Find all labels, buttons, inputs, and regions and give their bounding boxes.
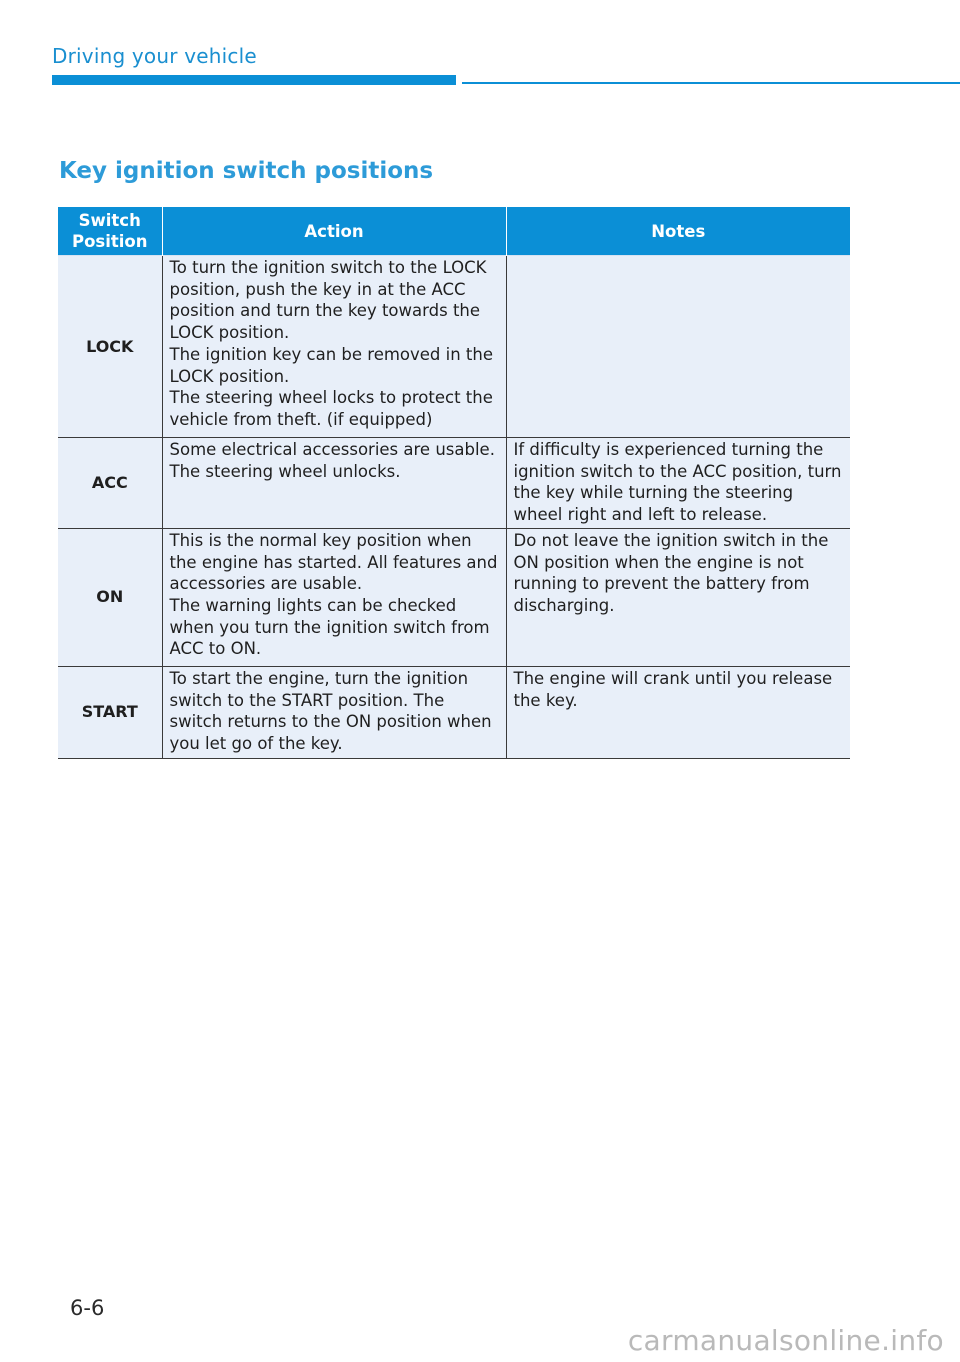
action-cell bbox=[162, 438, 506, 529]
notes-cell: The engine will crank until you release the key. bbox=[506, 666, 850, 758]
column-header-action: Action bbox=[162, 207, 506, 256]
notes-cell: If difficulty is experienced turning the ignition switch to the ACC position, turn the key while turning the steering wheel right and left to release. bbox=[506, 438, 850, 529]
running-header: Driving your vehicle bbox=[52, 44, 257, 68]
page-number: 6-6 bbox=[70, 1296, 105, 1320]
action-text: To turn the ignition switch to the LOCK position, push the key in at the ACC position and turn the key towards the LOCK position. bbox=[169, 258, 487, 343]
column-header-position: Switch Position bbox=[58, 207, 162, 256]
watermark: carmanualsonline.info bbox=[627, 1324, 944, 1357]
action-cell bbox=[162, 256, 506, 438]
table-row bbox=[58, 666, 850, 758]
switch-position-cell: LOCK bbox=[58, 256, 162, 438]
section-title: Key ignition switch positions bbox=[59, 158, 434, 184]
notes-cell bbox=[506, 256, 850, 438]
header-rule bbox=[462, 82, 960, 84]
table-row bbox=[58, 438, 850, 529]
column-header-notes: Notes bbox=[506, 207, 850, 256]
action-text: The ignition key can be removed in the LOCK position. bbox=[169, 344, 494, 386]
table-row bbox=[58, 528, 850, 666]
action-text: This is the normal key position when the engine has started. All features and accessories are usable. bbox=[169, 530, 498, 594]
switch-position-cell: ON bbox=[58, 528, 162, 666]
action-cell bbox=[162, 666, 506, 758]
table-header-row bbox=[58, 207, 850, 256]
action-text: The warning lights can be checked when you turn the ignition switch from ACC to ON. bbox=[169, 595, 490, 659]
action-text: The steering wheel locks to protect the vehicle from theft. (if equipped) bbox=[169, 388, 493, 429]
header-rule-accent bbox=[52, 75, 456, 85]
notes-cell: Do not leave the ignition switch in the ON position when the engine is not running to prevent the battery from discharging. bbox=[506, 528, 850, 666]
action-text: Some electrical accessories are usable. The steering wheel unlocks. bbox=[169, 440, 495, 481]
switch-position-cell: ACC bbox=[58, 438, 162, 529]
ignition-positions-table bbox=[58, 207, 850, 759]
switch-position-cell: START bbox=[58, 666, 162, 758]
action-cell bbox=[162, 528, 506, 666]
table-row bbox=[58, 256, 850, 438]
action-text: To start the engine, turn the ignition switch to the START position. The switch returns to the ON position when you let go of the key. bbox=[169, 668, 492, 753]
